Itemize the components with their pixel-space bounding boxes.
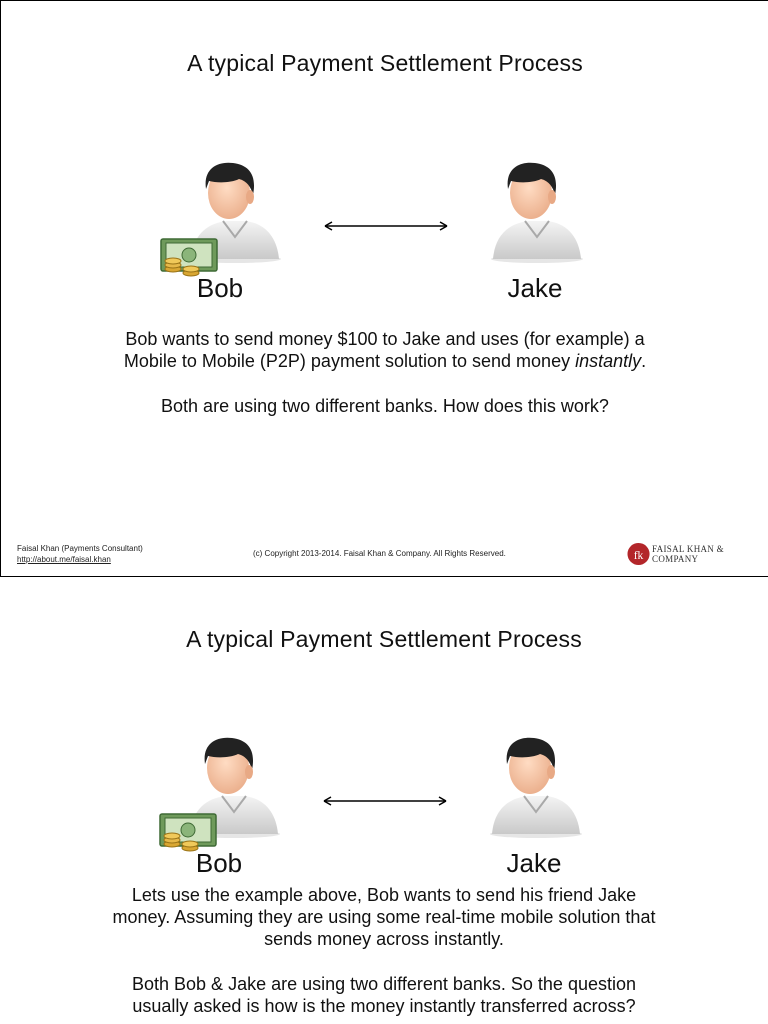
author-label: Faisal Khan (Payments Consultant) bbox=[17, 544, 143, 553]
slide-title bbox=[1, 50, 768, 77]
svg-text:fk: fk bbox=[633, 549, 644, 562]
double-arrow-icon bbox=[322, 794, 448, 808]
body-line: Both Bob & Jake are using two different banks. So the question bbox=[132, 974, 636, 994]
slide-title bbox=[0, 626, 768, 653]
footer-author bbox=[17, 543, 143, 565]
title-emphasis-letter: S bbox=[379, 50, 396, 76]
body-text-span: . bbox=[641, 351, 647, 371]
brand-logo bbox=[627, 542, 768, 566]
body-line: Lets use the example above, Bob wants to send his friend Jake bbox=[131, 885, 637, 905]
brand-name: FAISAL KHAN & COMPANY bbox=[652, 544, 724, 564]
receiver-name: Jake bbox=[506, 848, 562, 878]
title-suffix: ettlement Process bbox=[394, 626, 582, 652]
slide-body bbox=[60, 884, 708, 1017]
title-prefix: A typical Payment bbox=[187, 50, 380, 76]
sender-name: Bob bbox=[196, 273, 244, 303]
body-line: sends money across instantly. bbox=[264, 929, 504, 949]
body-line: money. Assuming they are using some real-time mobile solution that bbox=[112, 907, 656, 927]
person-icon bbox=[478, 734, 588, 838]
receiver-name: Jake bbox=[507, 273, 563, 303]
author-link[interactable]: http://about.me/faisal.khan bbox=[17, 555, 111, 564]
body-question: Both are using two different banks. How does this work? bbox=[161, 396, 609, 416]
sender-name: Bob bbox=[195, 848, 243, 878]
title-prefix: A typical Payment bbox=[186, 626, 379, 652]
footer-copyright: (c) Copyright 2013-2014. Faisal Khan & Company. All Rights Reserved. bbox=[253, 549, 506, 558]
slide-2 bbox=[0, 577, 768, 1024]
fk-logo-icon bbox=[627, 542, 650, 566]
body-text-span: Mobile to Mobile (P2P) payment solution to send money bbox=[123, 351, 576, 371]
title-emphasis-letter: S bbox=[378, 626, 395, 652]
title-suffix: ettlement Process bbox=[395, 50, 583, 76]
body-line: usually asked is how is the money instantly transferred across? bbox=[132, 996, 636, 1016]
double-arrow-icon bbox=[323, 219, 449, 233]
person-icon bbox=[479, 159, 589, 263]
body-line bbox=[81, 350, 689, 372]
slide-body bbox=[81, 328, 689, 417]
emphasis-text: instantly bbox=[575, 351, 642, 371]
body-line: Bob wants to send money $100 to Jake and uses (for example) a bbox=[125, 329, 645, 349]
